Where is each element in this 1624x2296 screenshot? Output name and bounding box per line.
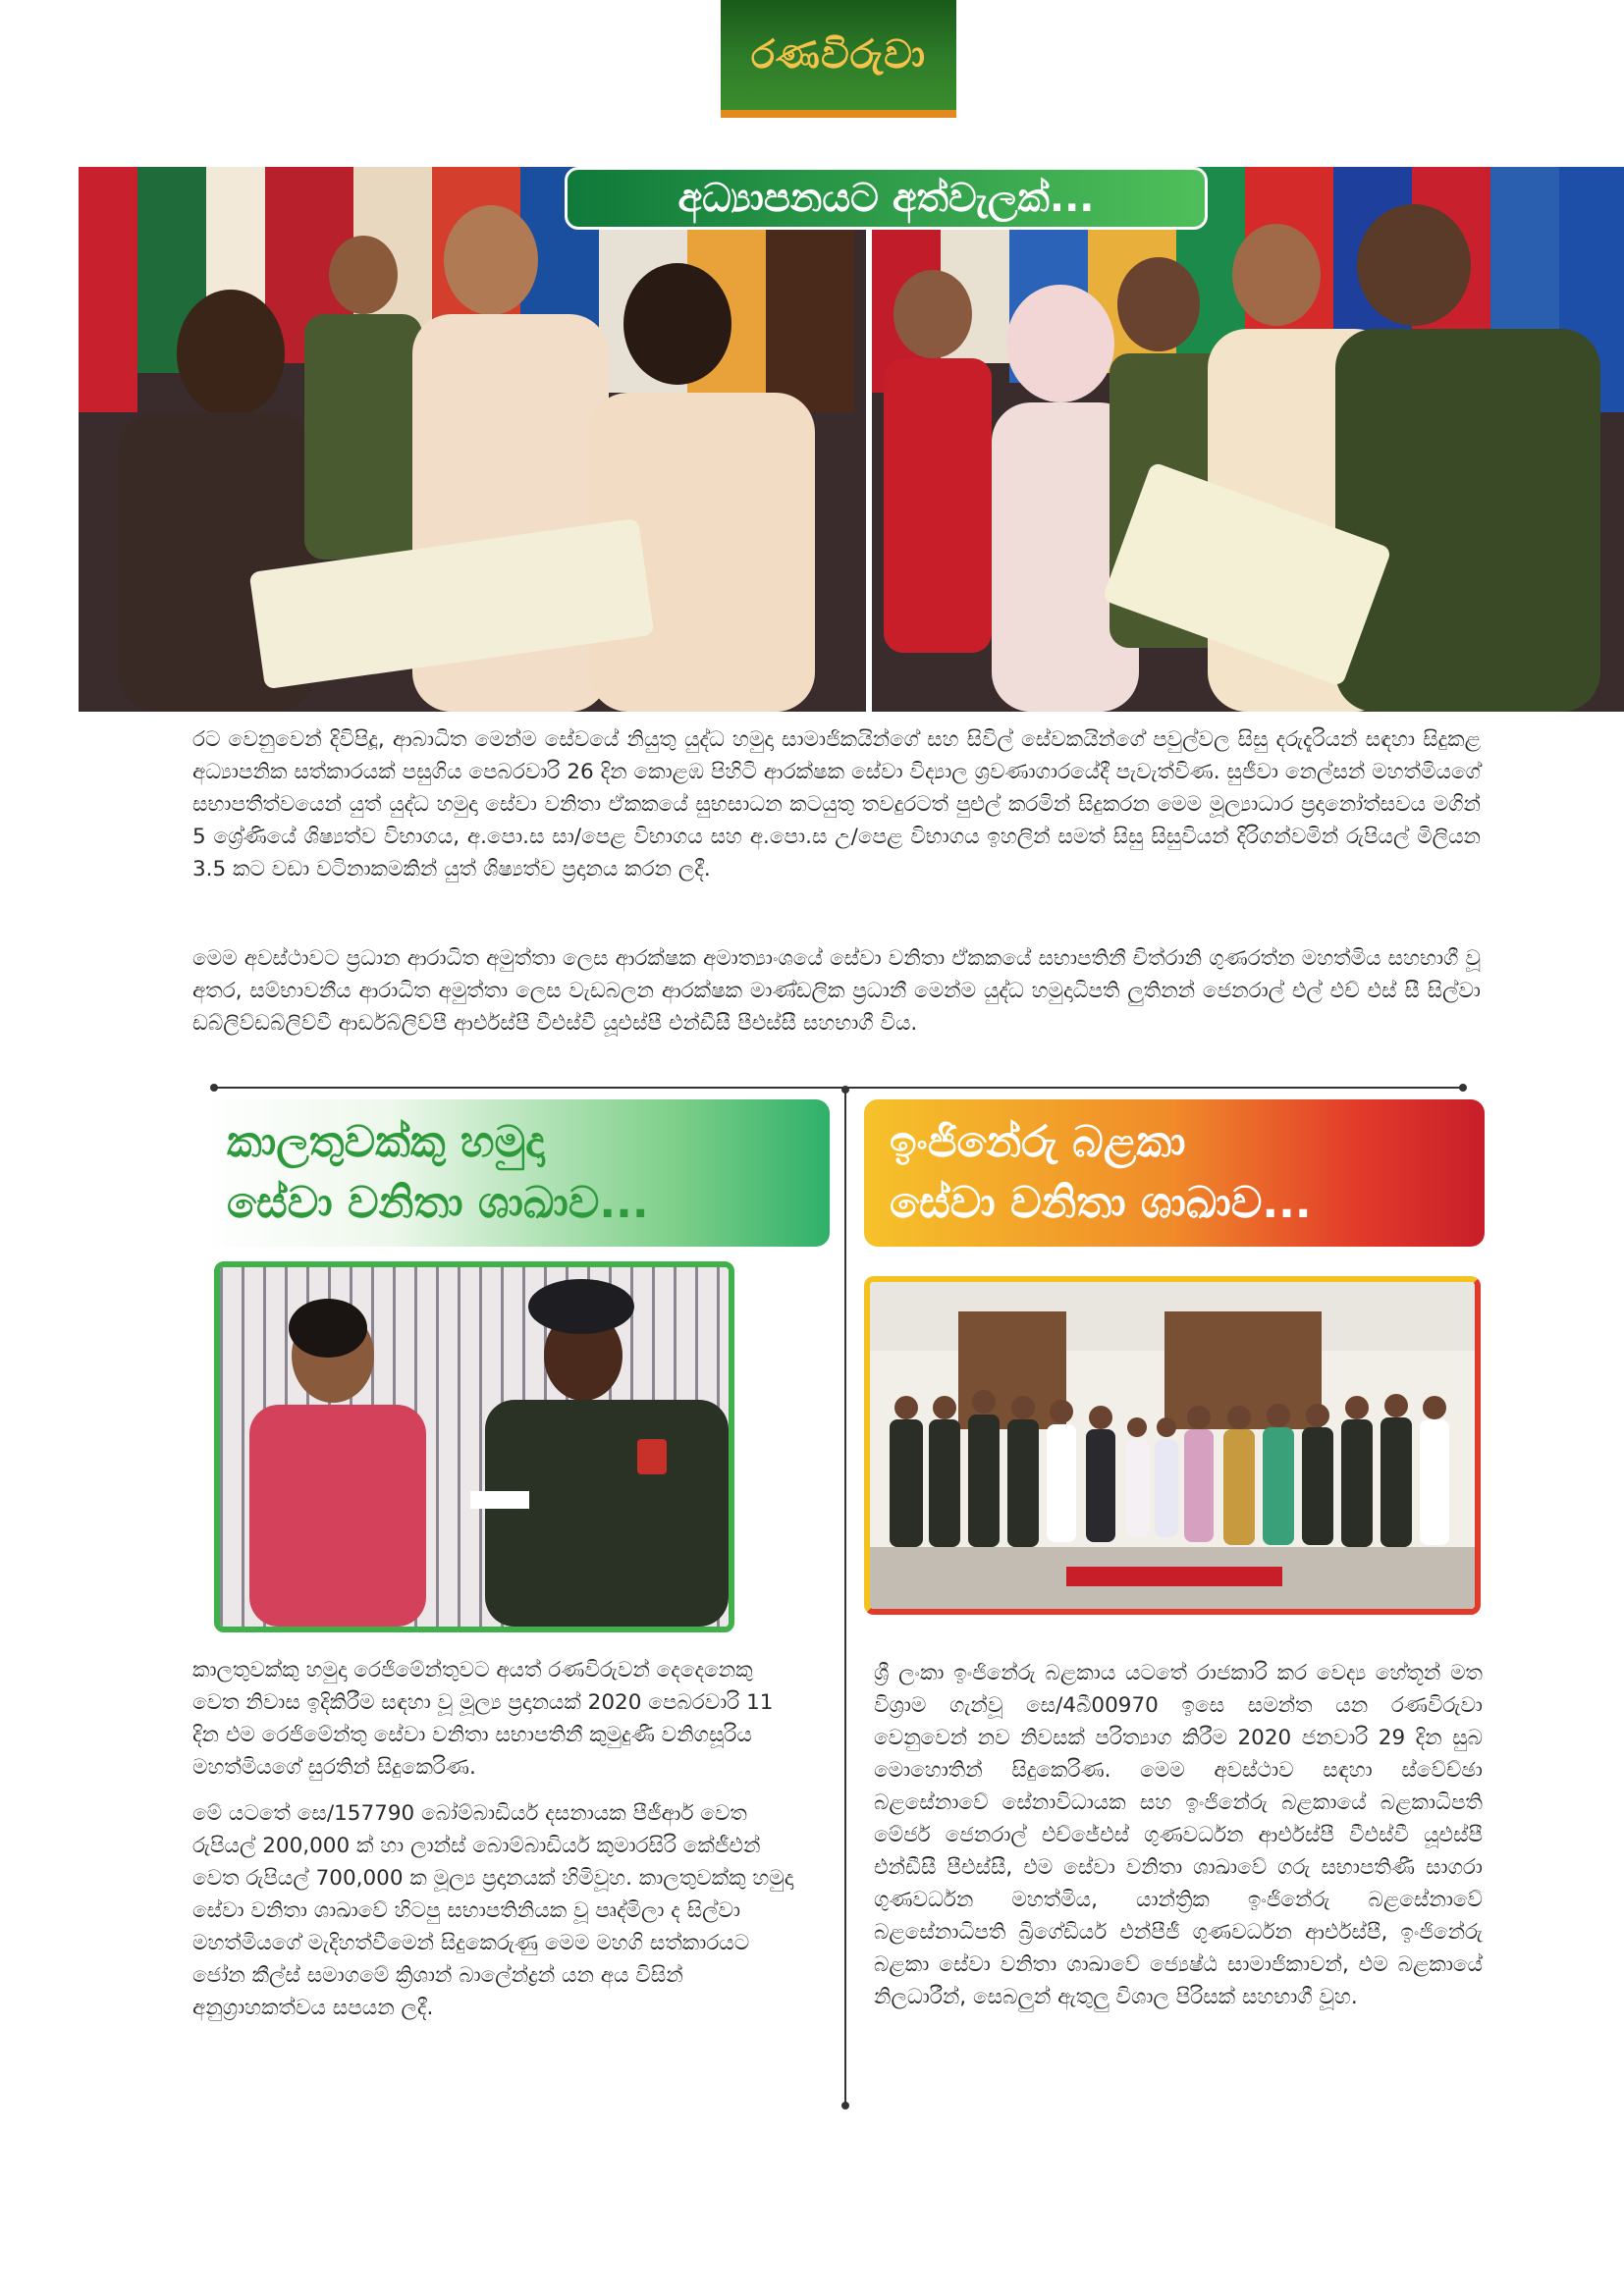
engineers-section-text: ශ්‍රී ලංකා ඉංජිනේරු බළකාය යටතේ රාජකාරි කර වෙද්‍ය හේතූන් මත විශ්‍රාම ගැන්වූ සෙ/4බී00970 ඉසෙ සමන්ත යන රණවිරුවා වෙනුවෙන් නව නිවසක් පරිත්‍යාග කිරීම 2020 ජනවාරි 29 දින සුබ මොහොතින් සිදුකෙරිණ. මෙම අවස්ථාව සඳහා ස්වේච්ඡා බළසේනාවේ සේනාවිධායක සහ ඉංජිනේරු බළකායේ බළකාධිපති මේජර් ජෙනරාල් එච්ජේඑස් ගුණවර්ධන ආර්එස්පී වීඑස්වී යූඑස්පී එන්ඩීසී පීඑස්සී, එම සේවා වනිතා ශාඛාවේ ගරු සභාපතිණී සාගරා ගුණවර්ධන මහත්මිය, යාන්ත්‍රික ඉංජිනේරු බළසේනාවේ බළසේනාධිපති බ්‍රිගේඩියර් එන්පීජී ගුණවර්ධන ආර්එස්පී, ඉංජිනේරු බළකා සේවා වනිතා ශාඛාවේ ජ්‍යෙෂ්ඨ සාමාජිකාවන්, එම බළකායේ නිලධාරීන්, සෙබලුන් ඇතුලු විශාල පිරිසක් සහභාගී වූහ.: [874, 1661, 1483, 2009]
engineers-section-photo: [864, 1276, 1481, 1615]
artillery-section-photo: [214, 1261, 734, 1632]
divider-dot: [210, 1084, 218, 1092]
intro-paragraph-2: මෙම අවස්ථාවට ප්‍රධාන ආරාධිත අමුත්තා ලෙස ආරක්ෂක අමාත්‍යාංශයේ සේවා වනිතා ඒකකයේ සභාපතිනී චිත්රානි ගුණරත්න මහත්මිය සහභාගී වූ අතර, සම්භාවනීය ආරාධිත අමුත්තා ලෙස වැඩබලන ආරක්ෂක මාණ්ඩලික ප්‍රධානී මෙන්ම යුද්ධ හමුදාධිපති ලුතිනන් ජෙනරාල් එල් එච් එස් සී සිල්වා ඩබ්ලිව්ඩබ්ලිව්වී ආර්ඩබ්ලිව්පී ආර්එස්පී වීඑස්වී යූඑස්පී එන්ඩීසී පීඑස්සී සහභාගී විය.: [192, 946, 1481, 1036]
banner-line-1: ඉංජිනේරු බළකා: [890, 1117, 1186, 1167]
banner-line-2: සේවා වනිතා ශාඛාව...: [227, 1178, 649, 1228]
hero-photo: [79, 167, 1624, 712]
column-divider: [844, 1090, 846, 2106]
artillery-section-text: [192, 1654, 803, 2038]
intro-paragraph-1: රට වෙනුවෙන් දිවිපිදූ, ආබාධිත මෙන්ම සේවයේ නියුතු යුද්ධ හමුදා සාමාජිකයින්ගේ සහ සිවිල් සේවකයින්ගේ පවුල්වල සිසු දරුදැරියන් සඳහා සිදුකළ අධ්‍යාපනික සත්කාරයක් පසුගිය පෙබරවාරි 26 දින කොළඹ පිහිටි ආරක්ෂක සේවා විද්‍යාල ශ්‍රවණාගාරයේදී පැවැත්විණ. සුජීවා නෙල්සන් මහත්මියගේ සභාපතීත්වයෙන් යුත් යුද්ධ හමුදා සේවා වනිතා ඒකකයේ සුභසාධන කටයුතු තවදුරටත් පුළුල් කරමින් සිදුකරන මෙම මූල්‍යාධාර ප්‍රදානෝත්සවය මගින් 5 ශ්‍රේණියේ ශිෂ්‍යත්ව විභාගය, අ.පො.ස සා/පෙළ විභාගය සහ අ.පො.ස උ/පෙළ විභාගය ඉහලින් සමත් සිසු සිසුවියන් දිරිගන්වමින් රුපියල් මිලියන 3.5 කට වඩා වටිනාකමකින් යුත් ශිෂ්‍යත්ව ප්‍රදානය කරන ලදී.: [192, 727, 1481, 881]
engineers-section-banner: [864, 1099, 1485, 1247]
banner-line-1: කාලතුවක්කු හමුදා: [227, 1117, 545, 1167]
artillery-paragraph-2: මේ යටතේ සෙ/157790 බෝම්බාඩියර් දසනායක පීජීආර් වෙත රුපියල් 200,000 ක් හා ලාන්ස් බොම්බාඩියර් කුමාරසිරි කේජීඑන් වෙත රුපියල් 700,000 ක මූල්‍ය ප්‍රදානයක් හිමිවූහ. කාලතුවක්කු හමුදා සේවා වනිතා ශාඛාවේ හිටපු සභාපතිනියක වූ ප්‍රුද්මිලා ද සිල්වා මහත්මියගේ මැදිහත්වීමෙන් සිදුකෙරුණු මෙම මහගි සත්කාරයට ජෝන කීල්ස් සමාගමේ ක්‍රිශාන් බාලේන්ද්‍රන් යන අය විසින් අනුග්‍රාහකත්වය සපයන ලදී.: [192, 1801, 794, 2020]
horizontal-divider: [214, 1087, 1463, 1089]
artillery-section-banner: [201, 1099, 830, 1247]
artillery-paragraph-1: කාලතුවක්කු හමුදා රෙජිමේන්තුවට අයත් රණවිරුවන් දෙදෙනෙකු වෙත නිවාස ඉදිකිරීම සඳහා වූ මූල්‍ය ප්‍රදානයක් 2020 පෙබරවාරි 11 දින එම රෙජිමේන්තු සේවා වනිතා සභාපතිනී කුමුදුණී වනිගසූරිය මහත්මියගේ සුරතින් සිදුකෙරිණ.: [192, 1658, 774, 1780]
divider-dot: [1459, 1084, 1467, 1092]
hero-title: අධ්‍යාපනයට අත්වැලක්...: [565, 167, 1208, 230]
masthead-logo: [721, 0, 956, 118]
logo-text: රණවිරුවා: [750, 32, 927, 78]
engineers-photo-illustration: [870, 1282, 1475, 1609]
artillery-photo-illustration: [220, 1267, 729, 1627]
divider-dot: [841, 2102, 849, 2109]
hero-photo-illustration: [79, 167, 1624, 712]
banner-line-2: සේවා වනිතා ශාඛාව...: [890, 1178, 1312, 1228]
divider-dot: [841, 1086, 849, 1094]
